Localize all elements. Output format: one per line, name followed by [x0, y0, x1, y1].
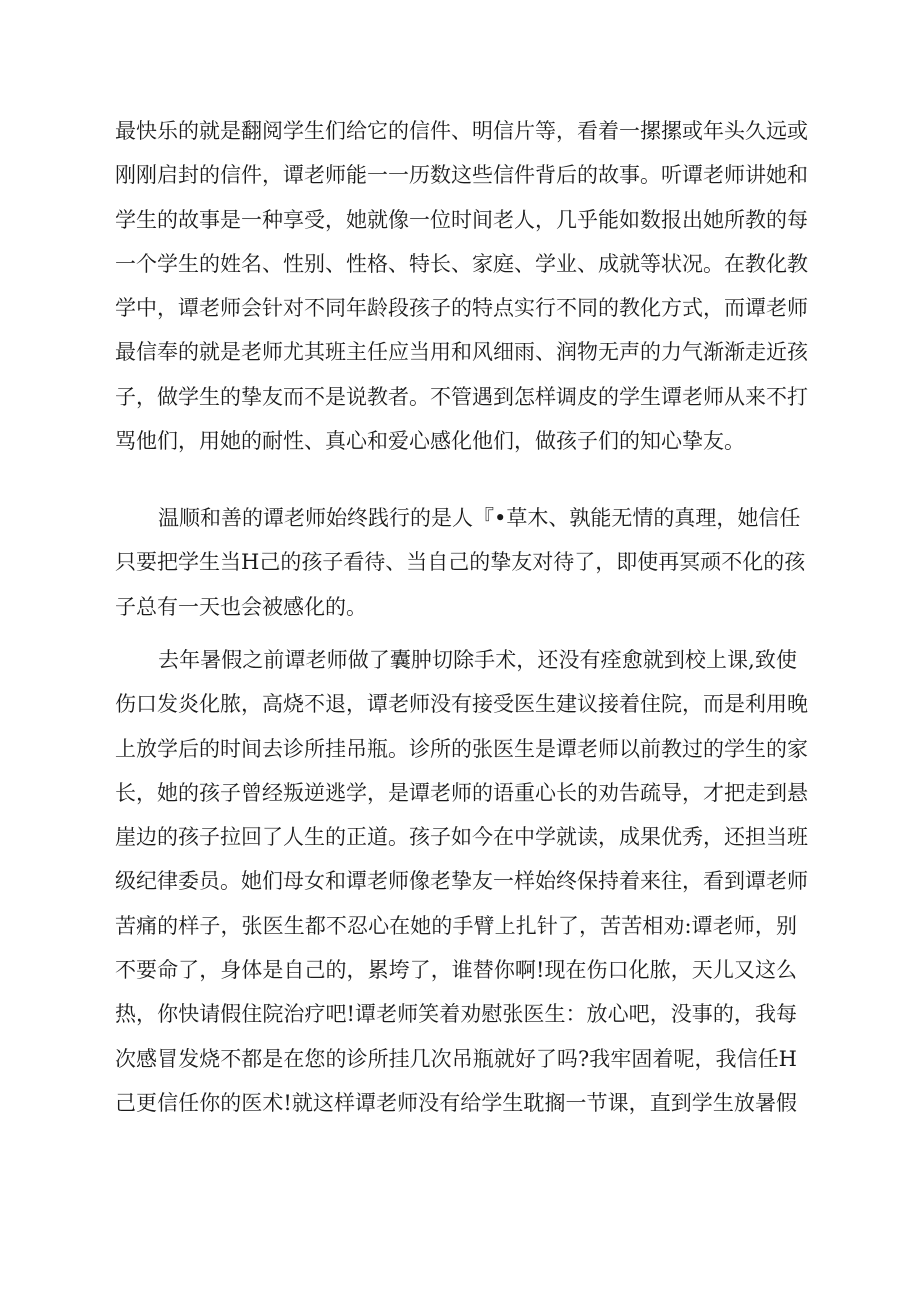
- text-line: 最信奉的就是老师尤其班主任应当用和风细雨、润物无声的力气渐渐走近孩: [115, 340, 808, 365]
- text-line: 最快乐的就是翻阅学生们给它的信件、明信片等，看着一摞摞或年头久远或: [115, 119, 808, 143]
- text-line: 一个学生的姓名、性别、性格、特长、家庭、学业、成就等状况。在教化教: [115, 251, 808, 276]
- text-line: 骂他们，用她的耐性、真心和爱心感化他们，做孩子们的知心挚友。: [115, 429, 745, 454]
- text-line: 次感冒发烧不都是在您的诊所挂几次吊瓶就好了吗?我牢固着呢，我信任H: [115, 1046, 797, 1071]
- text-line: 己更信任你的医术!就这样谭老师没有给学生耽搁一节课，直到学生放暑假: [115, 1090, 797, 1115]
- text-line: 学中，谭老师会针对不同年龄段孩子的特点实行不同的教化方式，而谭老师: [115, 296, 808, 321]
- paragraph-1: [115, 109, 808, 463]
- text-line: 子总有一天也会被感化的。: [115, 594, 367, 619]
- text-line: 刚刚启封的信件，谭老师能一一历数这些信件背后的故事。听谭老师讲她和: [115, 163, 808, 188]
- text-line: 级纪律委员。她们母女和谭老师像老挚友一样始终保持着来往，看到谭老师: [115, 869, 808, 894]
- paragraph-3: [115, 638, 808, 1125]
- text-line: 只要把学生当H己的孩子看待、当自己的挚友对待了，即使再冥顽不化的孩: [115, 550, 806, 575]
- text-line: 去年暑假之前谭老师做了囊肿切除手术，还没有痊愈就到校上课,致使: [158, 648, 797, 672]
- text-line: 温顺和善的谭老师始终践行的是人『•草木、孰能无情的真理，她信任: [158, 506, 801, 530]
- text-line: 上放学后的时间去诊所挂吊瓶。诊所的张医生是谭老师以前教过的学生的家: [115, 736, 808, 761]
- text-line: 热，你快请假住院治疗吧!谭老师笑着劝慰张医生：放心吧，没事的，我每: [115, 1002, 797, 1027]
- text-line: 崖边的孩子拉回了人生的正道。孩子如今在中学就读，成果优秀，还担当班: [115, 825, 808, 850]
- text-line: 不要命了，身体是自己的，累垮了，谁替你啊!现在伤口化脓，天儿又这么: [115, 958, 797, 983]
- paragraph-2: [115, 496, 806, 629]
- text-line: 伤口发炎化脓，高烧不退，谭老师没有接受医生建议接着住院，而是利用晚: [115, 692, 808, 717]
- text-line: 学生的故事是一种享受，她就像一位时间老人，几乎能如数报出她所教的每: [115, 207, 808, 232]
- text-line: 苦痛的样子，张医生都不忍心在她的手臂上扎针了，苦苦相劝:谭老师，别: [115, 913, 797, 938]
- text-line: 长，她的孩子曾经叛逆逃学，是谭老师的语重心长的劝告疏导，才把走到悬: [115, 780, 808, 805]
- text-line: 子，做学生的挚友而不是说教者。不管遇到怎样调皮的学生谭老师从来不打: [115, 384, 808, 409]
